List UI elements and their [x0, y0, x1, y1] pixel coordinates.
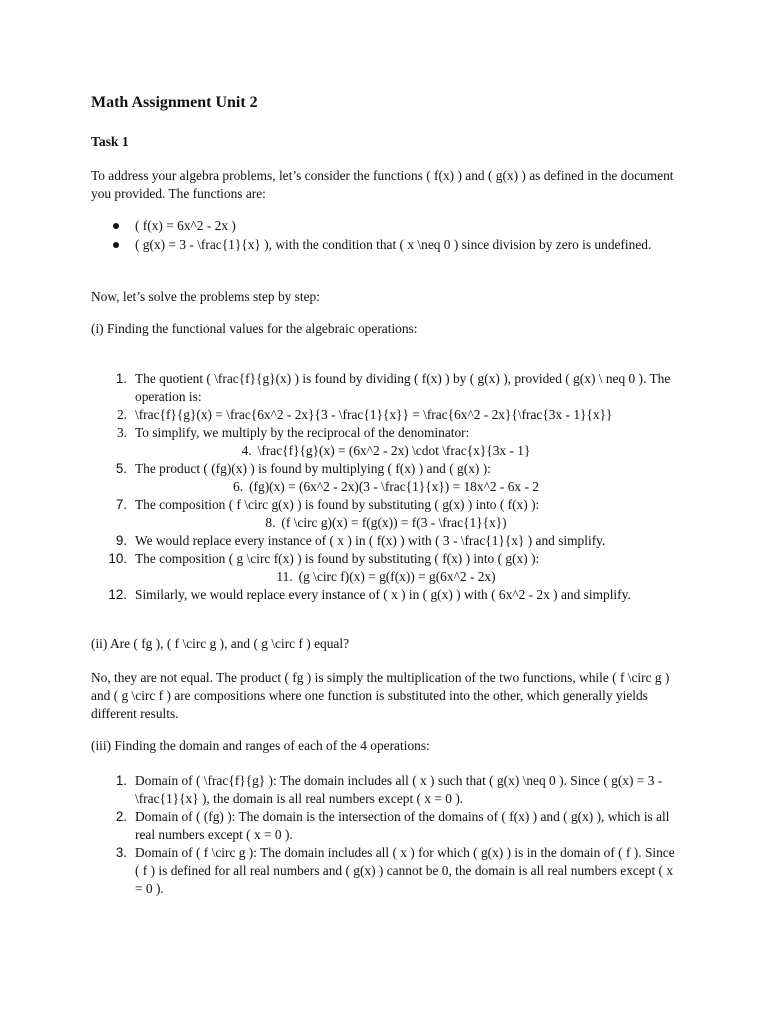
step-text: \frac{f}{g}(x) = \frac{6x^2 - 2x}{3 - \frac{1}{x}} = \frac{6x^2 - 2x}{\frac{3x - 1}{x}}: [135, 407, 613, 422]
domain-item: [91, 772, 681, 808]
bullet-icon: [113, 223, 119, 229]
step-item: [91, 478, 681, 496]
step-number: 3.: [116, 425, 127, 440]
domain-text: Domain of ( \frac{f}{g} ): The domain includes all ( x ) such that ( g(x) \neq 0 ). Since ( g(x) = 3 - \frac{1}{x} ), the domain is all real numbers except ( x = 0 ).: [135, 773, 663, 806]
step-text: The composition ( f \circ g(x) ) is found by substituting ( g(x) ) into ( f(x) ):: [135, 497, 540, 512]
step-number: 8.: [265, 515, 276, 530]
step-number: 12.: [108, 587, 127, 602]
steps-list: [91, 370, 681, 604]
step-item: [91, 532, 681, 550]
step-text: \frac{f}{g}(x) = (6x^2 - 2x) \cdot \frac{x}{3x - 1}: [257, 443, 531, 458]
step-text: (f \circ g)(x) = f(g(x)) = f(3 - \frac{1}{x}): [281, 515, 507, 530]
part-i-heading: (i) Finding the functional values for the algebraic operations:: [91, 321, 418, 336]
step-item: [91, 550, 681, 568]
part-ii-heading: (ii) Are ( fg ), ( f \circ g ), and ( g \circ f ) equal?: [91, 636, 350, 651]
bullet-icon: [113, 242, 119, 248]
step-number: 11.: [276, 569, 293, 584]
step-item: [91, 496, 681, 514]
function-item-g: [91, 236, 681, 254]
step-number: 10.: [108, 551, 127, 566]
step-text: The quotient ( \frac{f}{g}(x) ) is found by dividing ( f(x) ) by ( g(x) ), provided ( g(x) \ neq 0 ). The operation is:: [135, 371, 671, 404]
domain-item: [91, 844, 681, 898]
document-title: Math Assignment Unit 2: [91, 94, 258, 111]
step-number: 2.: [116, 407, 127, 422]
domain-number: 1.: [115, 773, 127, 788]
intro-paragraph: To address your algebra problems, let’s consider the functions ( f(x) ) and ( g(x) ) as defined in the document you provided. The functions are:: [91, 168, 674, 201]
step-number: 5.: [115, 461, 127, 476]
step-item: [91, 568, 681, 586]
domain-text: Domain of ( f \circ g ): The domain includes all ( x ) for which ( g(x) ) is in the domain of ( f ). Since ( f ) is defined for all real numbers and ( g(x) ) cannot be 0, the domain is all real numbers except ( x = 0 ).: [135, 845, 675, 896]
function-list: [91, 217, 681, 255]
step-number: 9.: [115, 533, 127, 548]
step-item: [91, 514, 681, 532]
task-heading: Task 1: [91, 134, 129, 149]
domain-text: Domain of ( (fg) ): The domain is the intersection of the domains of ( f(x) ) and ( g(x) ), which is all real numbers except ( x = 0 ).: [135, 809, 670, 842]
step-text: The composition ( g \circ f(x) ) is found by substituting ( f(x) ) into ( g(x) ):: [135, 551, 540, 566]
domain-item: [91, 808, 681, 844]
step-number: 6.: [233, 479, 244, 494]
step-text: (g \circ f)(x) = g(f(x)) = g(6x^2 - 2x): [298, 569, 496, 584]
step-number: 7.: [115, 497, 127, 512]
function-text: ( g(x) = 3 - \frac{1}{x} ), with the condition that ( x \neq 0 ) since division by zero is undefined.: [135, 237, 652, 252]
step-text: The product ( (fg)(x) ) is found by multiplying ( f(x) ) and ( g(x) ):: [135, 461, 491, 476]
step-item: [91, 460, 681, 478]
now-paragraph: Now, let’s solve the problems step by step:: [91, 289, 320, 304]
step-item: [91, 370, 681, 406]
domain-number: 2.: [115, 809, 127, 824]
part-iii-heading: (iii) Finding the domain and ranges of each of the 4 operations:: [91, 738, 430, 753]
part-ii-answer: No, they are not equal. The product ( fg ) is simply the multiplication of the two functions, while ( f \circ g ) and ( g \circ f ) are compositions where one function is substituted into the other, which generally yields different results.: [91, 670, 670, 721]
step-text: To simplify, we multiply by the reciprocal of the denominator:: [135, 425, 470, 440]
step-item: [91, 442, 681, 460]
step-number: 1.: [115, 371, 127, 386]
function-item-f: [91, 217, 681, 235]
step-item: [91, 406, 681, 424]
step-text: Similarly, we would replace every instance of ( x ) in ( g(x) ) with ( 6x^2 - 2x ) and simplify.: [135, 587, 631, 602]
step-item: [91, 586, 681, 604]
domain-number: 3.: [115, 845, 127, 860]
step-number: 4.: [241, 443, 252, 458]
step-text: We would replace every instance of ( x ) in ( f(x) ) with ( 3 - \frac{1}{x} ) and simplify.: [135, 533, 606, 548]
function-text: ( f(x) = 6x^2 - 2x ): [135, 218, 236, 233]
domains-list: [91, 772, 681, 898]
step-text: (fg)(x) = (6x^2 - 2x)(3 - \frac{1}{x}) = 18x^2 - 6x - 2: [249, 479, 539, 494]
step-item: [91, 424, 681, 442]
